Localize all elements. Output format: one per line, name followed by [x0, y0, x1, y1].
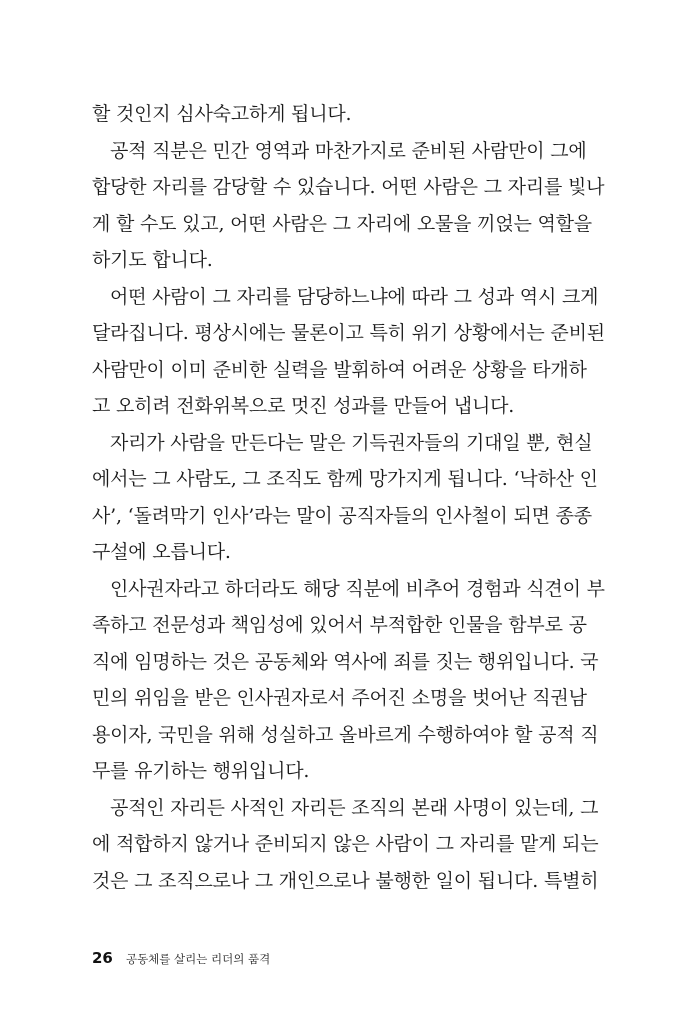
text-line: 에서는 그 사람도, 그 조직도 함께 망가지게 됩니다. ‘낙하산 인 [92, 468, 598, 490]
text-line: 할 것인지 심사숙고하게 됩니다. [92, 103, 352, 125]
text-line: 어떤 사람이 그 자리를 담당하느냐에 따라 그 성과 역시 크게 [110, 285, 599, 308]
text-line: 공적인 자리든 사적인 자리든 조직의 본래 사명이 있는데, 그 [110, 796, 599, 819]
text-line: 용이자, 국민을 위해 성실하고 올바르게 수행하여야 할 공적 직 [92, 723, 599, 746]
text-line: 자리가 사람을 만든다는 말은 기득권자들의 기대일 뿐, 현실 [110, 431, 593, 454]
text-line: 하기도 합니다. [92, 249, 213, 271]
text-line: 공적 직분은 민간 영역과 마찬가지로 준비된 사람만이 그에 [110, 139, 587, 162]
text-line: 합당한 자리를 감당할 수 있습니다. 어떤 사람은 그 자리를 빛나 [92, 176, 605, 198]
page-footer [92, 946, 270, 970]
text-line: 고 오히려 전화위복으로 멋진 성과를 만들어 냅니다. [92, 395, 515, 417]
text-line: 사’, ‘돌려막기 인사’라는 말이 공직자들의 인사철이 되면 종종 [92, 504, 592, 527]
text-line: 사람만이 이미 준비한 실력을 발휘하여 어려운 상황을 타개하 [92, 358, 587, 381]
text-line: 구설에 오릅니다. [92, 541, 231, 563]
text-line: 민의 위임을 받은 인사권자로서 주어진 소명을 벗어난 직권남 [92, 687, 587, 709]
running-title: 공동체를 살리는 리더의 품격 [125, 952, 271, 966]
text-line: 인사권자라고 하더라도 해당 직분에 비추어 경험과 식견이 부 [110, 577, 605, 600]
text-line: 것은 그 조직으로나 그 개인으로나 불행한 일이 됩니다. 특별히 [92, 869, 599, 892]
page-number: 26 [92, 949, 113, 967]
text-line: 족하고 전문성과 책임성에 있어서 부적합한 인물을 함부로 공 [92, 614, 587, 636]
text-line: 무를 유기하는 행위입니다. [92, 760, 310, 782]
text-line: 게 할 수도 있고, 어떤 사람은 그 자리에 오물을 끼얹는 역할을 [92, 212, 592, 235]
text-line: 직에 임명하는 것은 공동체와 역사에 죄를 짓는 행위입니다. 국 [92, 650, 599, 673]
text-line: 달라집니다. 평상시에는 물론이고 특히 위기 상황에서는 준비된 [92, 322, 605, 344]
text-line: 에 적합하지 않거나 준비되지 않은 사람이 그 자리를 맡게 되는 [92, 833, 599, 855]
body-text [92, 96, 605, 899]
